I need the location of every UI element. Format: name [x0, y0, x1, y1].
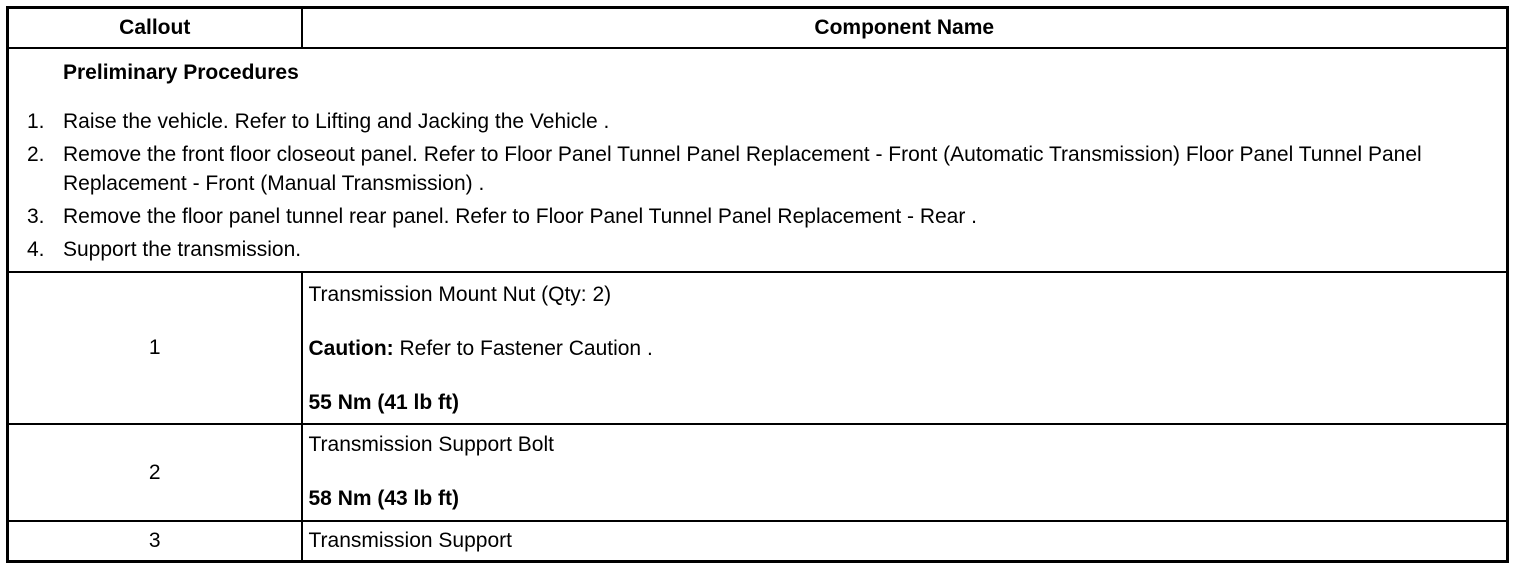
step-number: 1. [27, 110, 45, 133]
component-cell [302, 272, 1508, 424]
step-number: 3. [27, 205, 45, 228]
torque-spec [309, 485, 1507, 513]
step-text: Remove the front floor closeout panel. Refer to Floor Panel Tunnel Panel Replacement - Front (Automatic Transmission) Floor Panel Tunnel Panel Replacement - Front (Manual Transmission) . [63, 143, 1422, 195]
component-name: Transmission Support Bolt [308, 433, 554, 456]
list-item [9, 235, 1506, 264]
table-row [8, 424, 1508, 521]
torque-spec [309, 389, 1507, 417]
table-header-row [8, 8, 1508, 49]
preliminary-procedures-row [8, 48, 1508, 272]
table-row [8, 521, 1508, 562]
preliminary-procedures-cell [8, 48, 1508, 272]
preliminary-steps-list [9, 107, 1506, 264]
table-row [8, 272, 1508, 424]
component-cell [302, 424, 1508, 521]
caution-text: Refer to Fastener Caution . [393, 337, 653, 360]
list-item [9, 202, 1506, 231]
caution-note [309, 335, 1507, 363]
step-number: 2. [27, 143, 45, 166]
components-table [6, 6, 1509, 563]
list-item [9, 140, 1506, 198]
preliminary-procedures-title: Preliminary Procedures [63, 61, 299, 84]
callout-cell: 1 [8, 272, 302, 424]
step-text: Support the transmission. [63, 238, 302, 261]
procedure-document [6, 6, 1506, 563]
step-text: Remove the floor panel tunnel rear panel. Refer to Floor Panel Tunnel Panel Replacement - Rear . [63, 205, 978, 228]
component-cell [302, 521, 1508, 562]
component-name: Transmission Support [308, 529, 512, 552]
callout-column-header: Callout [8, 8, 302, 49]
torque-value: 55 Nm (41 lb ft) [308, 391, 460, 414]
component-name: Transmission Mount Nut (Qty: 2) [308, 283, 612, 306]
torque-value: 58 Nm (43 lb ft) [308, 487, 460, 510]
component-name-column-header: Component Name [302, 8, 1508, 49]
caution-label: Caution: [308, 337, 394, 360]
callout-cell: 2 [8, 424, 302, 521]
list-item [9, 107, 1506, 136]
callout-cell: 3 [8, 521, 302, 562]
step-number: 4. [27, 238, 45, 261]
step-text: Raise the vehicle. Refer to Lifting and Jacking the Vehicle . [63, 110, 610, 133]
